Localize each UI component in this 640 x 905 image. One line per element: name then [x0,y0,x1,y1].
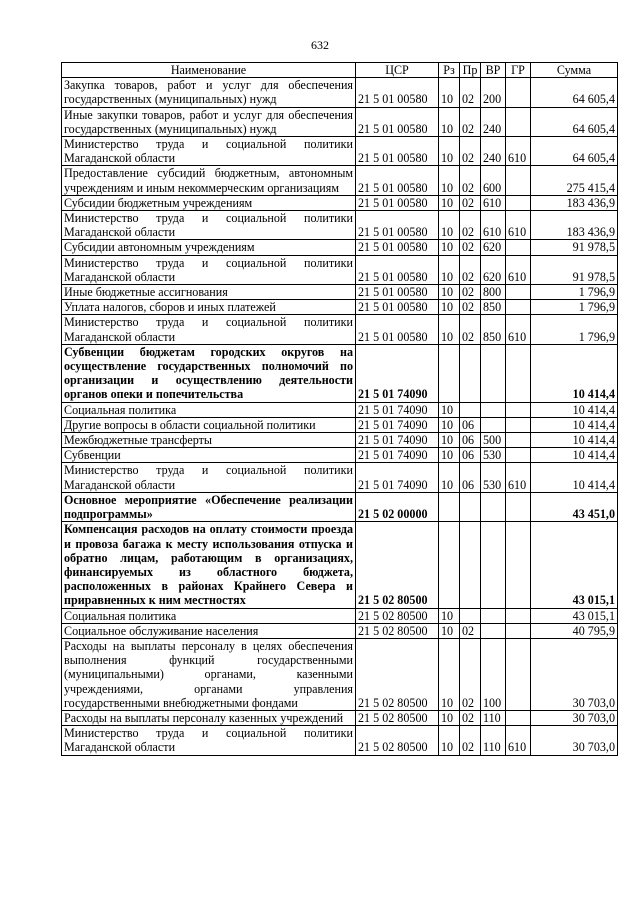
cell-gr [506,166,531,195]
cell-name: Другие вопросы в области социальной политики [62,417,356,432]
cell-rz: 10 [439,137,460,166]
cell-gr [506,107,531,136]
cell-vr: 610 [481,211,506,240]
table-row [62,608,618,623]
table-row [62,137,618,166]
cell-pr: 02 [460,211,481,240]
cell-rz: 10 [439,78,460,107]
table-row [62,78,618,107]
cell-gr [506,623,531,638]
header-gr: ГР [506,63,531,78]
cell-pr: 06 [460,463,481,492]
table-row [62,710,618,725]
cell-sum: 183 436,9 [531,211,618,240]
table-row [62,726,618,755]
cell-vr: 530 [481,448,506,463]
cell-rz: 10 [439,107,460,136]
cell-csr: 21 5 01 74090 [356,433,439,448]
cell-vr: 600 [481,166,506,195]
cell-vr: 240 [481,107,506,136]
cell-vr: 110 [481,710,506,725]
cell-csr: 21 5 01 00580 [356,107,439,136]
page-number: 632 [311,38,329,52]
cell-gr [506,240,531,255]
cell-sum: 91 978,5 [531,255,618,284]
cell-pr: 02 [460,166,481,195]
cell-vr [481,623,506,638]
cell-rz: 10 [439,710,460,725]
cell-gr: 610 [506,211,531,240]
cell-sum: 1 796,9 [531,300,618,315]
cell-vr: 620 [481,255,506,284]
cell-gr [506,344,531,402]
cell-gr [506,300,531,315]
table-row [62,211,618,240]
cell-sum: 40 795,9 [531,623,618,638]
cell-name: Субсидии бюджетным учреждениям [62,195,356,210]
cell-vr: 530 [481,463,506,492]
cell-gr [506,638,531,710]
cell-sum: 91 978,5 [531,240,618,255]
cell-csr: 21 5 01 00580 [356,300,439,315]
cell-name: Министерство труда и социальной политики Магаданской области [62,315,356,344]
budget-table [61,62,618,756]
cell-pr: 02 [460,315,481,344]
cell-csr: 21 5 02 80500 [356,608,439,623]
cell-gr [506,417,531,432]
cell-name: Министерство труда и социальной политики Магаданской области [62,463,356,492]
cell-sum: 183 436,9 [531,195,618,210]
cell-pr: 06 [460,433,481,448]
cell-csr: 21 5 01 00580 [356,78,439,107]
table-row [62,285,618,300]
cell-pr [460,522,481,608]
cell-vr: 620 [481,240,506,255]
cell-name: Компенсация расходов на оплату стоимости проезда и провоза багажа к месту использования отпуска и обратно лицам, работающим в организациях, финансируемых из областного бюджета, расположенных в районах Крайнего Севера и приравненных к ним местностях [62,522,356,608]
table-row [62,107,618,136]
cell-rz: 10 [439,300,460,315]
table-row [62,344,618,402]
cell-gr: 610 [506,726,531,755]
header-vr: ВР [481,63,506,78]
cell-gr [506,448,531,463]
cell-vr: 610 [481,195,506,210]
table-row [62,433,618,448]
cell-rz: 10 [439,433,460,448]
cell-pr: 02 [460,710,481,725]
cell-pr [460,608,481,623]
cell-rz: 10 [439,417,460,432]
cell-pr: 02 [460,78,481,107]
cell-name: Министерство труда и социальной политики Магаданской области [62,255,356,284]
cell-vr: 100 [481,638,506,710]
cell-sum: 64 605,4 [531,78,618,107]
cell-sum: 10 414,4 [531,448,618,463]
cell-csr: 21 5 02 80500 [356,638,439,710]
cell-sum: 10 414,4 [531,433,618,448]
cell-pr: 02 [460,726,481,755]
table-row [62,195,618,210]
cell-rz: 10 [439,402,460,417]
cell-pr: 06 [460,448,481,463]
cell-name: Субвенции бюджетам городских округов на осуществление государственных полномочий по организации и осуществлению деятельности органов опеки и попечительства [62,344,356,402]
table-row [62,255,618,284]
cell-gr: 610 [506,137,531,166]
cell-csr: 21 5 02 80500 [356,726,439,755]
cell-rz [439,522,460,608]
cell-sum: 64 605,4 [531,137,618,166]
cell-sum: 30 703,0 [531,710,618,725]
cell-name: Предоставление субсидий бюджетным, автономным учреждениям и иным некоммерческим организациям [62,166,356,195]
cell-pr: 02 [460,300,481,315]
cell-rz: 10 [439,166,460,195]
header-rz: Рз [439,63,460,78]
table-row [62,623,618,638]
cell-pr [460,402,481,417]
cell-sum: 43 015,1 [531,522,618,608]
cell-sum: 10 414,4 [531,402,618,417]
cell-pr: 02 [460,255,481,284]
cell-csr: 21 5 02 80500 [356,623,439,638]
cell-rz [439,492,460,521]
cell-sum: 30 703,0 [531,638,618,710]
cell-rz [439,344,460,402]
cell-rz: 10 [439,726,460,755]
cell-csr: 21 5 02 00000 [356,492,439,521]
cell-gr [506,433,531,448]
cell-csr: 21 5 02 80500 [356,710,439,725]
table-row [62,417,618,432]
cell-sum: 10 414,4 [531,344,618,402]
cell-gr: 610 [506,255,531,284]
cell-vr [481,492,506,521]
cell-rz: 10 [439,463,460,492]
cell-vr: 200 [481,78,506,107]
cell-name: Министерство труда и социальной политики Магаданской области [62,726,356,755]
cell-gr [506,522,531,608]
cell-vr [481,608,506,623]
cell-gr: 610 [506,463,531,492]
cell-sum: 30 703,0 [531,726,618,755]
cell-csr: 21 5 01 74090 [356,417,439,432]
cell-gr [506,492,531,521]
cell-name: Социальная политика [62,608,356,623]
cell-gr [506,402,531,417]
cell-vr: 240 [481,137,506,166]
cell-sum: 43 451,0 [531,492,618,521]
cell-name: Иные бюджетные ассигнования [62,285,356,300]
cell-name: Основное мероприятие «Обеспечение реализации подпрограммы» [62,492,356,521]
cell-gr [506,195,531,210]
cell-name: Субвенции [62,448,356,463]
cell-vr: 850 [481,300,506,315]
cell-vr [481,402,506,417]
cell-sum: 10 414,4 [531,417,618,432]
cell-name: Закупка товаров, работ и услуг для обеспечения государственных (муниципальных) нужд [62,78,356,107]
cell-name: Расходы на выплаты персоналу казенных учреждений [62,710,356,725]
table-row [62,402,618,417]
table-header-row [62,63,618,78]
cell-name: Субсидии автономным учреждениям [62,240,356,255]
cell-rz: 10 [439,623,460,638]
cell-vr [481,522,506,608]
cell-name: Уплата налогов, сборов и иных платежей [62,300,356,315]
cell-rz: 10 [439,638,460,710]
table-row [62,638,618,710]
cell-csr: 21 5 01 74090 [356,344,439,402]
cell-pr: 02 [460,285,481,300]
cell-pr [460,492,481,521]
cell-rz: 10 [439,315,460,344]
cell-csr: 21 5 01 00580 [356,195,439,210]
cell-pr: 02 [460,638,481,710]
cell-gr [506,285,531,300]
cell-csr: 21 5 01 00580 [356,137,439,166]
cell-pr: 06 [460,417,481,432]
table-row [62,492,618,521]
cell-csr: 21 5 01 00580 [356,285,439,300]
cell-vr [481,417,506,432]
cell-pr [460,344,481,402]
cell-vr: 800 [481,285,506,300]
cell-sum: 1 796,9 [531,285,618,300]
cell-csr: 21 5 01 74090 [356,402,439,417]
cell-rz: 10 [439,448,460,463]
cell-csr: 21 5 01 00580 [356,166,439,195]
cell-csr: 21 5 01 00580 [356,315,439,344]
cell-sum: 275 415,4 [531,166,618,195]
cell-gr [506,78,531,107]
cell-sum: 1 796,9 [531,315,618,344]
cell-name: Иные закупки товаров, работ и услуг для обеспечения государственных (муниципальных) нужд [62,107,356,136]
cell-pr: 02 [460,107,481,136]
cell-vr: 110 [481,726,506,755]
cell-pr: 02 [460,240,481,255]
cell-name: Межбюджетные трансферты [62,433,356,448]
cell-name: Социальная политика [62,402,356,417]
table-row [62,522,618,608]
table-row [62,166,618,195]
cell-sum: 64 605,4 [531,107,618,136]
cell-gr [506,608,531,623]
header-pr: Пр [460,63,481,78]
header-csr: ЦСР [356,63,439,78]
cell-csr: 21 5 02 80500 [356,522,439,608]
table-row [62,315,618,344]
cell-csr: 21 5 01 74090 [356,448,439,463]
cell-rz: 10 [439,211,460,240]
cell-vr: 500 [481,433,506,448]
cell-gr [506,710,531,725]
cell-rz: 10 [439,285,460,300]
cell-rz: 10 [439,195,460,210]
cell-csr: 21 5 01 00580 [356,211,439,240]
table-row [62,300,618,315]
header-sum: Сумма [531,63,618,78]
cell-csr: 21 5 01 00580 [356,255,439,284]
cell-name: Расходы на выплаты персоналу в целях обеспечения выполнения функций государственными (муниципальными) органами, казенными учреждениями, органами управления государственными внебюджетными фондами [62,638,356,710]
header-name: Наименование [62,63,356,78]
cell-rz: 10 [439,255,460,284]
cell-pr: 02 [460,195,481,210]
cell-sum: 43 015,1 [531,608,618,623]
table-row [62,448,618,463]
cell-name: Министерство труда и социальной политики Магаданской области [62,211,356,240]
cell-rz: 10 [439,608,460,623]
cell-rz: 10 [439,240,460,255]
table-row [62,240,618,255]
cell-gr: 610 [506,315,531,344]
cell-sum: 10 414,4 [531,463,618,492]
cell-name: Социальное обслуживание населения [62,623,356,638]
cell-vr: 850 [481,315,506,344]
cell-pr: 02 [460,623,481,638]
cell-pr: 02 [460,137,481,166]
table-row [62,463,618,492]
cell-csr: 21 5 01 74090 [356,463,439,492]
cell-name: Министерство труда и социальной политики Магаданской области [62,137,356,166]
cell-csr: 21 5 01 00580 [356,240,439,255]
cell-vr [481,344,506,402]
